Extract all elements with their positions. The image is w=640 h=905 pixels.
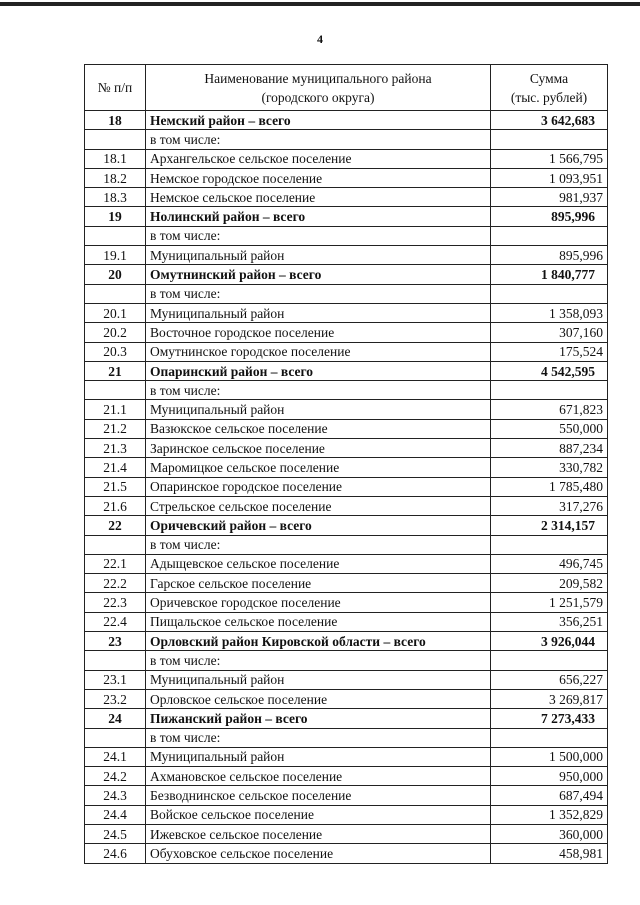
header-row <box>85 65 608 111</box>
row-sum-cell: 330,782 <box>491 458 608 477</box>
row-sum-cell: 2 314,157 <box>491 516 608 535</box>
row-name-cell: Муниципальный район <box>146 400 491 419</box>
row-sum-cell <box>491 535 608 554</box>
row-number-cell <box>85 651 146 670</box>
row-sum-cell: 1 500,000 <box>491 747 608 766</box>
table-row <box>85 786 608 805</box>
row-number-cell <box>85 381 146 400</box>
row-number-cell: 21.1 <box>85 400 146 419</box>
district-total-row <box>85 207 608 226</box>
row-name-cell: Муниципальный район <box>146 246 491 265</box>
row-name-cell: в том числе: <box>146 130 491 149</box>
row-number-cell: 20.3 <box>85 342 146 361</box>
header-sum <box>491 65 608 111</box>
row-name-cell: Муниципальный район <box>146 303 491 322</box>
table-row <box>85 226 608 245</box>
row-sum-cell: 1 840,777 <box>491 265 608 284</box>
row-name-cell: Вазюкское сельское поселение <box>146 419 491 438</box>
row-name-cell: Войское сельское поселение <box>146 805 491 824</box>
row-number-cell: 22 <box>85 516 146 535</box>
row-sum-cell: 656,227 <box>491 670 608 689</box>
table-row <box>85 188 608 207</box>
row-number-cell: 24.1 <box>85 747 146 766</box>
table-row <box>85 303 608 322</box>
row-number-cell: 21.3 <box>85 439 146 458</box>
table-row <box>85 593 608 612</box>
table-row <box>85 458 608 477</box>
row-number-cell: 18.3 <box>85 188 146 207</box>
row-number-cell: 18.2 <box>85 168 146 187</box>
table-row <box>85 651 608 670</box>
row-number-cell: 24.3 <box>85 786 146 805</box>
row-number-cell: 24.6 <box>85 844 146 863</box>
row-sum-cell: 3 642,683 <box>491 111 608 130</box>
row-name-cell: Ижевское сельское поселение <box>146 824 491 843</box>
row-sum-cell: 317,276 <box>491 496 608 515</box>
row-number-cell: 21.2 <box>85 419 146 438</box>
row-number-cell: 21.5 <box>85 477 146 496</box>
row-name-cell: в том числе: <box>146 651 491 670</box>
header-number-label: № п/п <box>97 80 133 95</box>
row-name-cell: Немское сельское поселение <box>146 188 491 207</box>
row-sum-cell: 671,823 <box>491 400 608 419</box>
row-name-cell: в том числе: <box>146 381 491 400</box>
row-number-cell <box>85 130 146 149</box>
row-sum-cell: 3 926,044 <box>491 632 608 651</box>
table-row <box>85 323 608 342</box>
row-name-cell: Гарское сельское поселение <box>146 574 491 593</box>
row-sum-cell: 1 352,829 <box>491 805 608 824</box>
table-row <box>85 670 608 689</box>
row-sum-cell: 950,000 <box>491 767 608 786</box>
row-name-cell: Орловский район Кировской области – всего <box>146 632 491 651</box>
table-row <box>85 535 608 554</box>
row-number-cell: 20 <box>85 265 146 284</box>
row-number-cell <box>85 535 146 554</box>
row-number-cell <box>85 284 146 303</box>
header-name-line1: Наименование муниципального района <box>204 70 432 86</box>
row-number-cell: 22.4 <box>85 612 146 631</box>
row-sum-cell: 550,000 <box>491 419 608 438</box>
row-name-cell: Нолинский район – всего <box>146 207 491 226</box>
row-name-cell: Адыщевское сельское поселение <box>146 554 491 573</box>
row-number-cell: 23.1 <box>85 670 146 689</box>
row-name-cell: Муниципальный район <box>146 747 491 766</box>
row-number-cell: 18.1 <box>85 149 146 168</box>
row-name-cell: Стрельское сельское поселение <box>146 496 491 515</box>
table-row <box>85 767 608 786</box>
row-number-cell: 24.5 <box>85 824 146 843</box>
district-total-row <box>85 516 608 535</box>
table-row <box>85 747 608 766</box>
row-name-cell: Оричевский район – всего <box>146 516 491 535</box>
table-row <box>85 246 608 265</box>
row-name-cell: Заринское сельское поселение <box>146 439 491 458</box>
table-row <box>85 439 608 458</box>
row-number-cell: 19.1 <box>85 246 146 265</box>
row-number-cell: 21.6 <box>85 496 146 515</box>
district-total-row <box>85 361 608 380</box>
table-row <box>85 844 608 863</box>
district-total-row <box>85 632 608 651</box>
row-sum-cell <box>491 226 608 245</box>
row-sum-cell: 7 273,433 <box>491 709 608 728</box>
table-row <box>85 805 608 824</box>
table-row <box>85 689 608 708</box>
budget-table <box>84 64 608 864</box>
row-name-cell: Ахмановское сельское поселение <box>146 767 491 786</box>
table-row <box>85 400 608 419</box>
row-number-cell: 21 <box>85 361 146 380</box>
table-row <box>85 284 608 303</box>
row-name-cell: в том числе: <box>146 728 491 747</box>
row-number-cell: 18 <box>85 111 146 130</box>
table-body <box>85 111 608 864</box>
row-number-cell: 22.3 <box>85 593 146 612</box>
row-name-cell: Муниципальный район <box>146 670 491 689</box>
row-name-cell: Пижанский район – всего <box>146 709 491 728</box>
table-row <box>85 824 608 843</box>
row-sum-cell: 895,996 <box>491 207 608 226</box>
table-row <box>85 149 608 168</box>
row-name-cell: Омутнинский район – всего <box>146 265 491 284</box>
row-number-cell: 20.1 <box>85 303 146 322</box>
table-row <box>85 130 608 149</box>
page-number: 4 <box>317 32 323 46</box>
row-number-cell: 22.2 <box>85 574 146 593</box>
row-sum-cell <box>491 130 608 149</box>
row-name-cell: Омутнинское городское поселение <box>146 342 491 361</box>
row-number-cell: 23.2 <box>85 689 146 708</box>
row-sum-cell: 1 358,093 <box>491 303 608 322</box>
row-sum-cell <box>491 284 608 303</box>
row-number-cell: 24.2 <box>85 767 146 786</box>
district-total-row <box>85 709 608 728</box>
table-row <box>85 574 608 593</box>
row-number-cell: 24 <box>85 709 146 728</box>
row-sum-cell: 496,745 <box>491 554 608 573</box>
district-total-row <box>85 111 608 130</box>
row-name-cell: Обуховское сельское поселение <box>146 844 491 863</box>
row-name-cell: Пищальское сельское поселение <box>146 612 491 631</box>
row-name-cell: Опаринское городское поселение <box>146 477 491 496</box>
row-name-cell: Опаринский район – всего <box>146 361 491 380</box>
header-name-line2: (городского округа) <box>261 89 375 105</box>
table-row <box>85 728 608 747</box>
row-sum-cell: 1 566,795 <box>491 149 608 168</box>
table-row <box>85 554 608 573</box>
table-row <box>85 342 608 361</box>
row-sum-cell: 4 542,595 <box>491 361 608 380</box>
row-sum-cell <box>491 651 608 670</box>
row-name-cell: Маромицкое сельское поселение <box>146 458 491 477</box>
row-number-cell: 23 <box>85 632 146 651</box>
row-name-cell: Безводнинское сельское поселение <box>146 786 491 805</box>
row-sum-cell <box>491 381 608 400</box>
table-row <box>85 477 608 496</box>
row-sum-cell <box>491 728 608 747</box>
header-name <box>146 65 491 111</box>
row-number-cell: 24.4 <box>85 805 146 824</box>
row-sum-cell: 1 251,579 <box>491 593 608 612</box>
row-number-cell: 19 <box>85 207 146 226</box>
row-sum-cell: 360,000 <box>491 824 608 843</box>
row-sum-cell: 175,524 <box>491 342 608 361</box>
row-name-cell: в том числе: <box>146 535 491 554</box>
row-sum-cell: 209,582 <box>491 574 608 593</box>
row-sum-cell: 356,251 <box>491 612 608 631</box>
row-sum-cell: 3 269,817 <box>491 689 608 708</box>
row-name-cell: в том числе: <box>146 284 491 303</box>
row-sum-cell: 1 093,951 <box>491 168 608 187</box>
row-number-cell: 22.1 <box>85 554 146 573</box>
district-total-row <box>85 265 608 284</box>
table-header <box>85 65 608 111</box>
row-name-cell: Орловское сельское поселение <box>146 689 491 708</box>
row-sum-cell: 981,937 <box>491 188 608 207</box>
row-number-cell: 20.2 <box>85 323 146 342</box>
row-sum-cell: 887,234 <box>491 439 608 458</box>
row-name-cell: Оричевское городское поселение <box>146 593 491 612</box>
table-row <box>85 381 608 400</box>
header-number <box>85 65 146 111</box>
row-number-cell <box>85 226 146 245</box>
row-sum-cell: 458,981 <box>491 844 608 863</box>
table-row <box>85 612 608 631</box>
row-number-cell: 21.4 <box>85 458 146 477</box>
row-sum-cell: 1 785,480 <box>491 477 608 496</box>
row-sum-cell: 687,494 <box>491 786 608 805</box>
row-name-cell: Восточное городское поселение <box>146 323 491 342</box>
row-name-cell: Немское городское поселение <box>146 168 491 187</box>
row-sum-cell: 895,996 <box>491 246 608 265</box>
table-row <box>85 496 608 515</box>
top-border-rule <box>0 2 640 6</box>
row-number-cell <box>85 728 146 747</box>
table-row <box>85 168 608 187</box>
row-name-cell: Архангельское сельское поселение <box>146 149 491 168</box>
table-row <box>85 419 608 438</box>
header-sum-line2: (тыс. рублей) <box>510 89 588 105</box>
row-name-cell: Немский район – всего <box>146 111 491 130</box>
row-name-cell: в том числе: <box>146 226 491 245</box>
row-sum-cell: 307,160 <box>491 323 608 342</box>
header-sum-line1: Сумма <box>529 70 569 86</box>
